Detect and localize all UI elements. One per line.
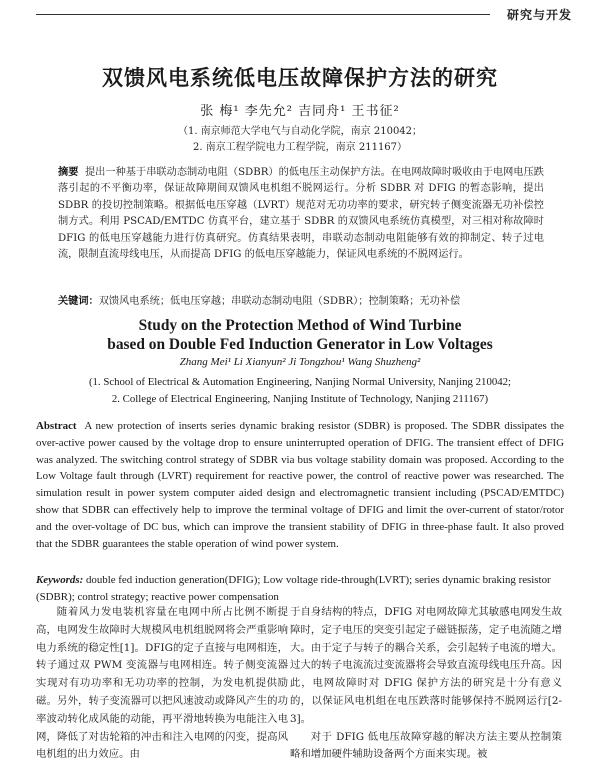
cn-abstract-label: 摘要 <box>58 167 79 178</box>
en-affiliation-1: (1. School of Electrical & Automation Engineering, Nanjing Normal University, Nanjing 210042; <box>88 376 512 388</box>
cn-affiliation-1: （1. 南京师范大学电气与自动化学院，南京 210042； <box>177 126 423 137</box>
en-title-line-1: Study on the Protection Method of Wind Turbine <box>138 317 462 334</box>
en-title <box>0 316 600 354</box>
cn-keywords-label: 关键词： <box>58 296 99 307</box>
section-label: 研究与开发 <box>506 8 572 22</box>
en-title-line-2: based on Double Fed Induction Generator in Low Voltages <box>107 336 493 353</box>
header-rule <box>36 14 490 15</box>
en-abstract <box>36 418 564 552</box>
en-affiliation-2: 2. College of Electrical Engineering, Nanjing Institute of Technology, Nanjing 211167) <box>111 393 489 405</box>
running-header <box>36 6 572 24</box>
en-keywords <box>36 572 564 606</box>
cn-abstract-text: 提出一种基于串联动态制动电阻（SDBR）的低电压主动保护方法。在电网故障时吸收由于电网电压跌落引起的不平衡功率，保证故障期间双馈风电机组不脱网运行。分析 SDBR 对 DFIG 的暂态影响，提出 SDBR 的投切控制策略。根据低电压穿越（LVRT）规范对无功功率的要求，研究转子侧变流器无功补偿控制方式。利用 PSCAD/EMTDC 仿真平台，建立基于 SDBR 的双馈风电系统仿真模型，对三相对称故障时 DFIG 的低电压穿越能力进行仿真研究。仿真结果表明，串联动态制动电阻能够有效的抑制定、转子过电流，限制直流母线电压，从而提高 DFIG 的低电压穿越能力，保证风电系统的不脱网运行。 <box>58 167 544 261</box>
en-abstract-text: A new protection of inserts series dynamic braking resistor (SDBR) is proposed. The SDBR dissipates the over-active power caused by the voltage drop to ensure uninterrupted operation of DFIG. The transient effect of DFIG was analyzed. The switching control strategy of SDBR via bus voltage stability domain was proposed. According to the Low Voltage fault through (LVRT) requirement for reactive power, the control of reactive power was researched. The simulation result in power system computer aided design and electromagnetic transient including (PSCAD/EMTDC) show that SDBR can effectively help to improve the terminal voltage of DFIG and limit the over-current of stator/rotor and the over-voltage of DC bus, which can improve the transient stability of DFIG in three-phase fault. It also proved that the SDBR guarantees the stable operation of wind power system. <box>36 420 564 550</box>
cn-keywords <box>58 294 544 309</box>
body-column-right <box>290 604 562 764</box>
en-keywords-text: double fed induction generation(DFIG); Low voltage ride-through(LVRT); series dynamic braking resistor (SDBR); control strategy; reactive power compensation <box>36 574 551 603</box>
cn-title: 双馈风电系统低电压故障保护方法的研究 <box>102 66 498 90</box>
cn-affiliation-2: 2. 南京工程学院电力工程学院，南京 211167） <box>192 142 408 153</box>
body-column-left: 随着风力发电装机容量在电网中所占比例不断提高，电网发生故障时大规模风电机组脱网将会严重影响电力系统的稳定性[1]。DFIG的定子直接与电网相连，转子通过双 PWM 变流器与电网相连。转子侧变流器实现对有功功率和无功功率的控制，为发电机提供励磁。另外，转子变流器可以把风速波动或降风产生的功率波动转化成风能的动能，再平滑地转换为电能注入电网，降低了对齿轮箱的冲击和注入电网的闪变，提高风电机组的出力效应。由 <box>36 606 288 761</box>
en-keywords-label: Keywords: <box>36 574 84 586</box>
body-right-paragraph-1: 于自身结构的特点，DFIG 对电网故障尤其敏感电网发生故障时，定子电压的突变引起定子磁链振荡，定子电流随之增大。由于定子与转子的耦合关系，会引起转子电流的增大。过大的转子电流流过变流器将会导致直流母线电压升高。因此，电网故障时对 DFIG 保护方法的研究是十分有意义的，以保证风电机组在电压跌落时能够保持不脱网运行[2-3]。 <box>290 606 562 725</box>
en-abstract-label: Abstract <box>36 420 77 432</box>
cn-authors: 张 梅¹ 李先允² 吉同舟¹ 王书征² <box>200 104 400 119</box>
cn-abstract <box>58 165 544 263</box>
en-authors: Zhang Mei¹ Li Xianyun² Ji Tongzhou¹ Wang Shuzheng² <box>179 356 421 368</box>
body-right-paragraph-2: 对于 DFIG 低电压故障穿越的解决方法主要从控制策略和增加硬件辅助设备两个方面来实现。被 <box>290 730 562 761</box>
cn-keywords-text: 双馈风电系统；低电压穿越；串联动态制动电阻（SDBR）；控制策略；无功补偿 <box>98 296 461 307</box>
